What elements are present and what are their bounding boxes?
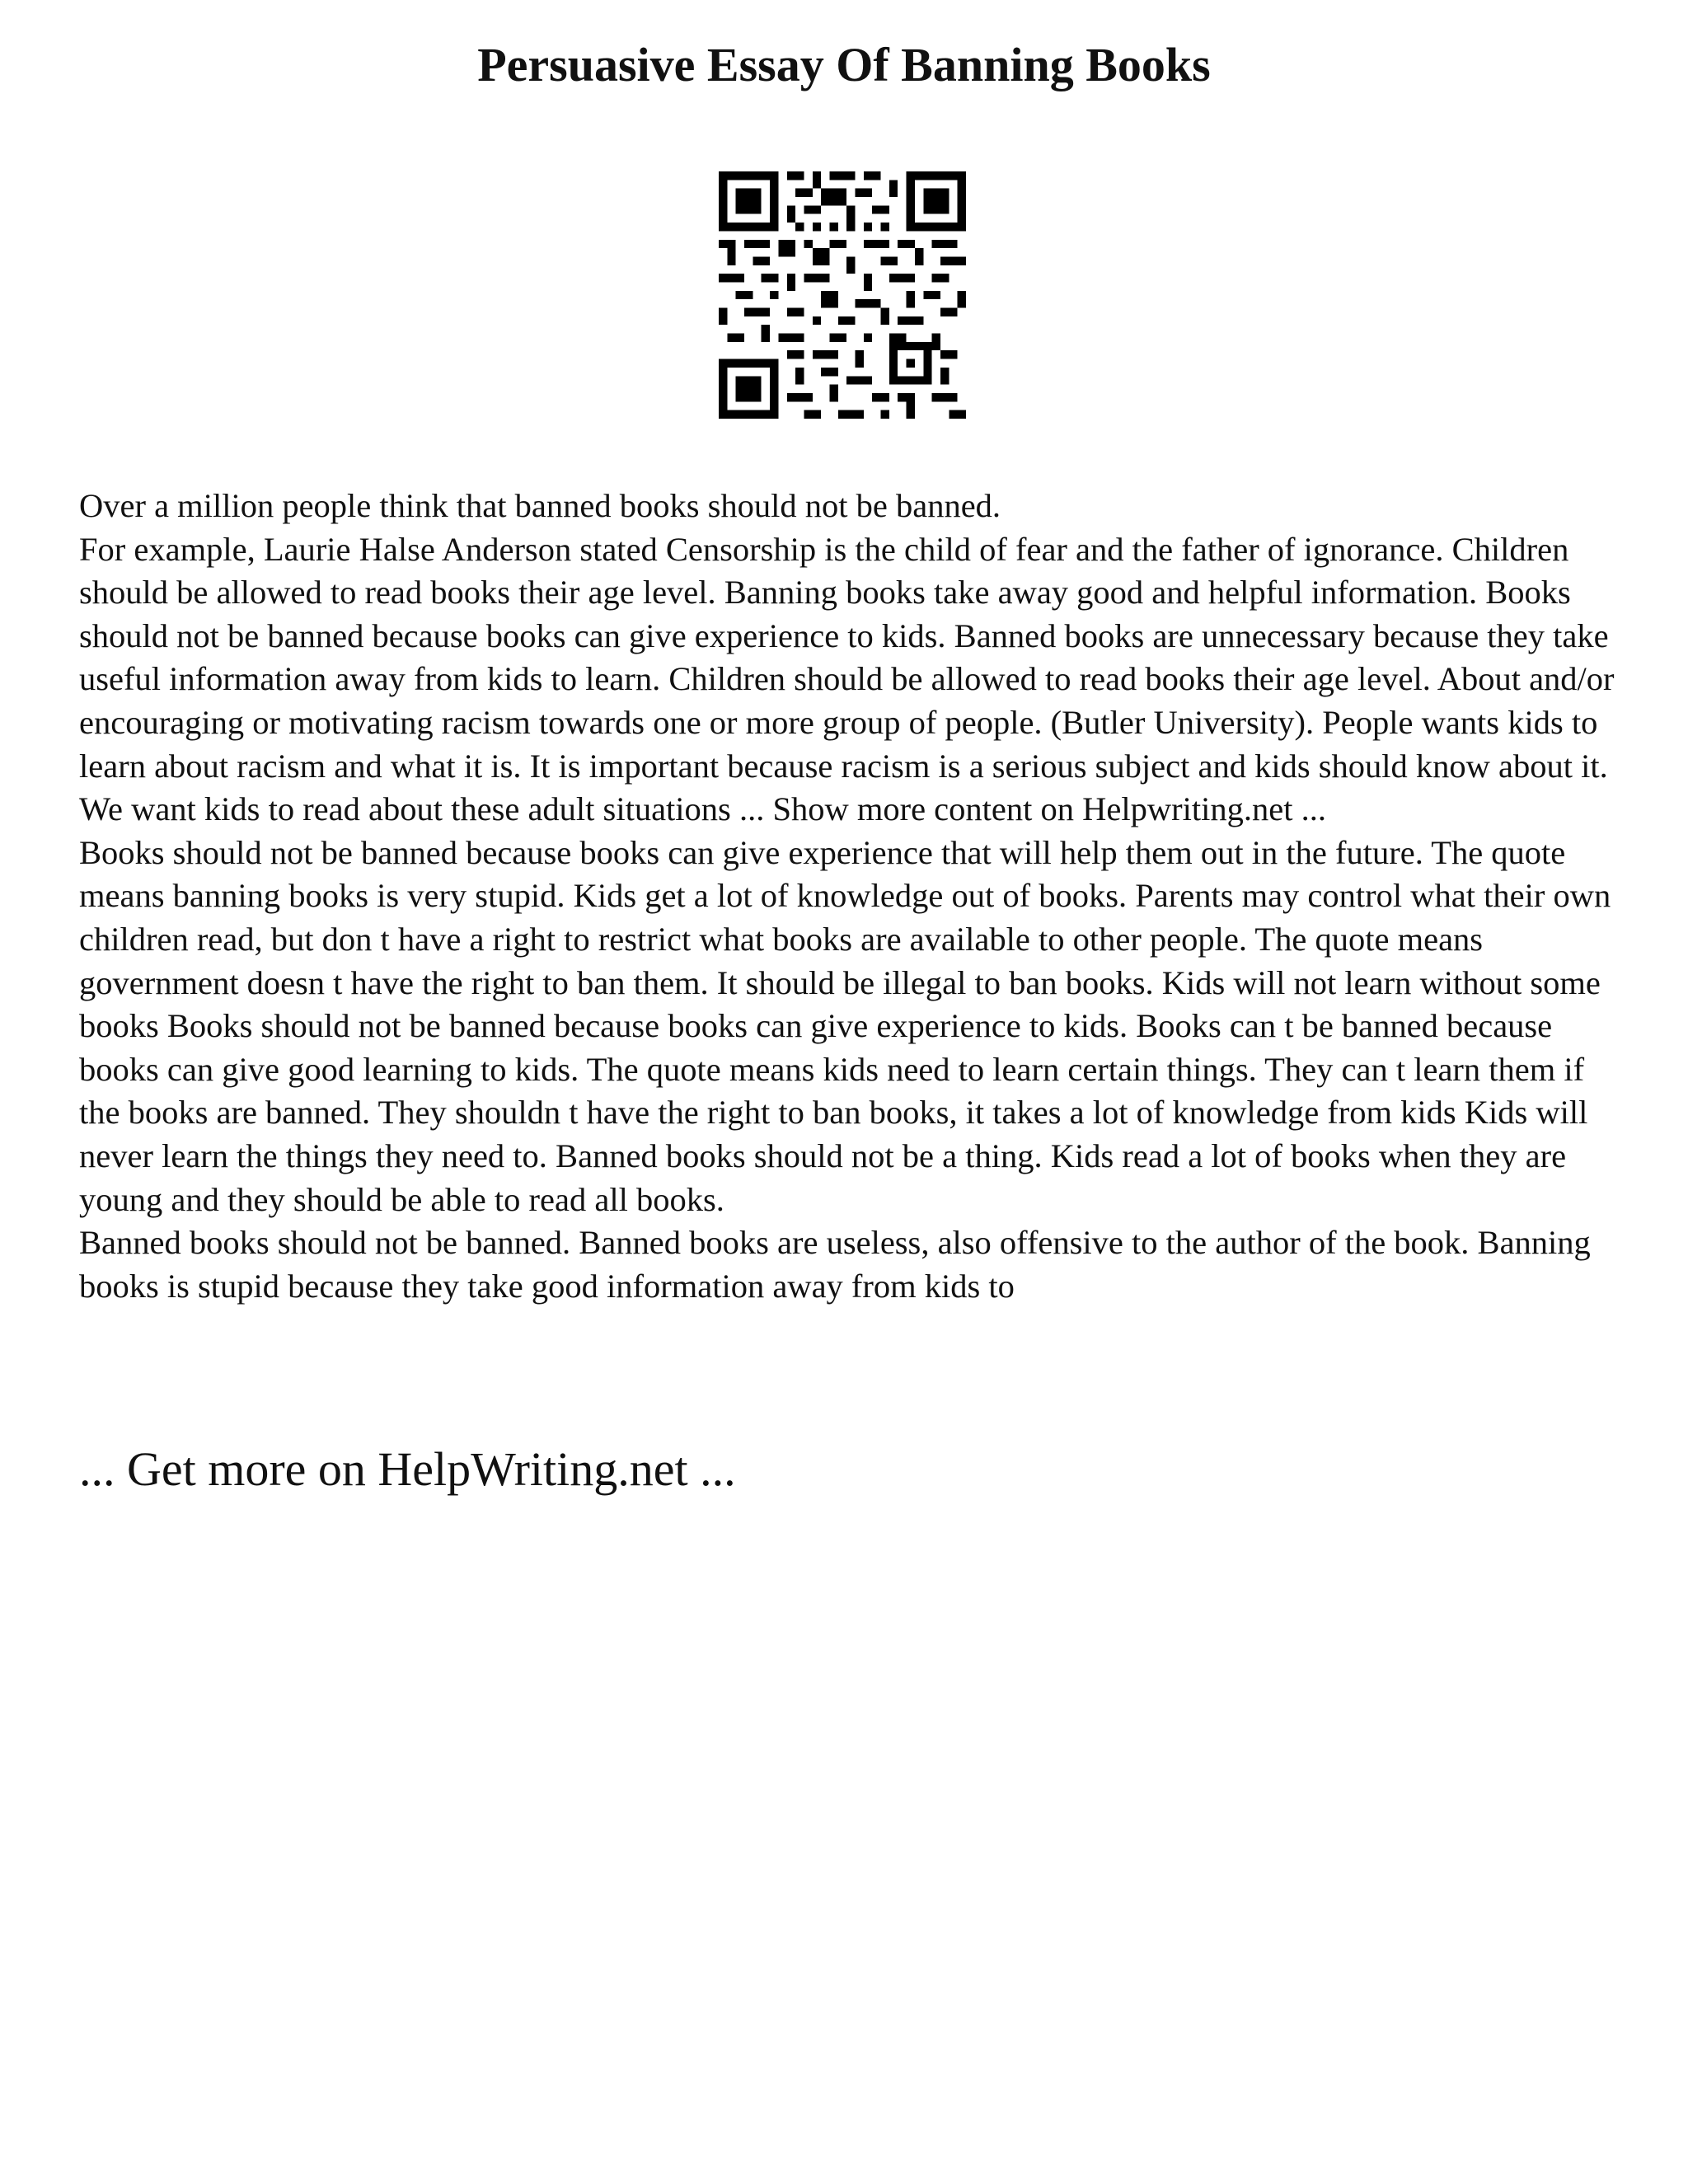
paragraph: Over a million people think that banned books should not be banned. — [79, 487, 1001, 524]
page-title: Persuasive Essay Of Banning Books — [477, 38, 1211, 91]
paragraph: Banned books should not be banned. Banned books are useless, also offensive to the author of the book. Banning books is stupid because they take good information away from kids to — [79, 1224, 1591, 1305]
paragraph: Books should not be banned because books can give experience that will help them out in the future. The quote means banning books is very stupid. Kids get a lot of knowledge out of books. Parents may control what their own children read, but don t have a right to restrict what books are available to other people. The quote means government doesn t have the right to ban them. It should be illegal to ban books. Kids will not learn without some books Books should not be banned because books can give experience to kids. Books can t be banned because books can give good learning to kids. The quote means kids need to learn certain things. They can t learn them if the books are banned. They shouldn t have the right to ban books, it takes a lot of knowledge from kids Kids will never learn the things they need to. Banned books should not be a thing. Kids read a lot of books when they are young and they should be able to read all books. — [79, 833, 1611, 1218]
qr-code-icon — [719, 171, 966, 419]
qr-code-image[interactable] — [719, 171, 966, 419]
paragraph: For example, Laurie Halse Anderson stated Censorship is the child of fear and the father of ignorance. Children should be allowed to read books their age level. Banning books take away good and helpful information. Books should not be banned because books can give experience to kids. Banned books are unnecessary because they take useful information away from kids to learn. Children should be allowed to read books their age level. About and/or encouraging or motivating racism towards one or more group of people. (Butler University). People wants kids to learn about racism and what it is. It is important because racism is a serious subject and kids should know about it. We want kids to read about these adult situations ... Show more content on Helpwriting.net ... — [79, 530, 1615, 828]
get-more-link[interactable]: ... Get more on HelpWriting.net ... — [79, 1442, 736, 1496]
essay-body — [79, 485, 1629, 1308]
